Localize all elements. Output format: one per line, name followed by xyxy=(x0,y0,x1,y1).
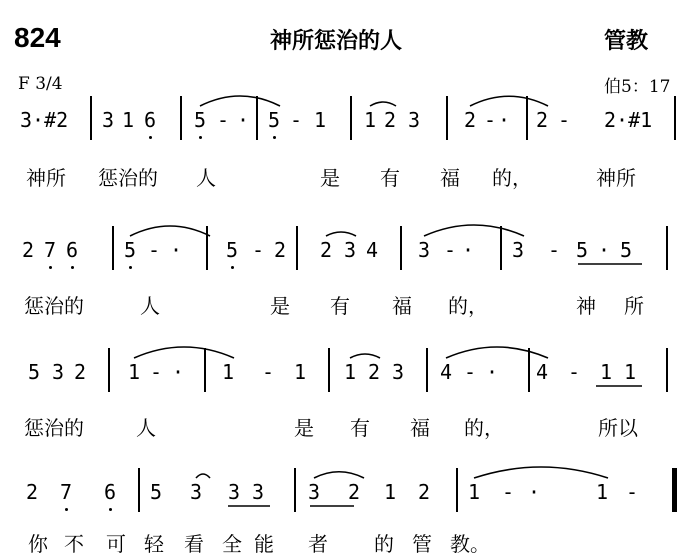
note: · xyxy=(172,360,185,384)
note: 3 xyxy=(344,238,357,262)
note: 5 xyxy=(150,480,163,504)
note: · xyxy=(486,360,499,384)
lyric: 人 xyxy=(136,416,156,440)
note: 2 xyxy=(22,238,35,262)
lyric: 是 xyxy=(270,294,290,318)
note: 5 xyxy=(226,238,239,262)
note: - xyxy=(262,360,275,384)
lyric: 不 xyxy=(64,532,84,556)
note: 1 xyxy=(122,108,135,132)
note: - xyxy=(548,238,561,262)
slur xyxy=(314,472,364,478)
lyric: 者 xyxy=(308,532,328,556)
hymn-category: 管教 xyxy=(604,29,649,54)
note: 3 xyxy=(190,480,203,504)
note: 2 xyxy=(536,108,549,132)
lyric: 有 xyxy=(380,166,400,190)
note: 3 xyxy=(308,480,321,504)
note: 1 xyxy=(314,108,327,132)
note: 6 xyxy=(66,238,79,262)
note: 1 xyxy=(364,108,377,132)
note: 2 xyxy=(74,360,87,384)
slur xyxy=(196,474,210,478)
note: - xyxy=(502,480,515,504)
lyric: 福 xyxy=(410,416,430,440)
note: 3 xyxy=(252,480,265,504)
note: 2 xyxy=(384,108,397,132)
note: - xyxy=(626,480,639,504)
lyric: 所 xyxy=(624,294,644,318)
note: · xyxy=(170,238,183,262)
note: · xyxy=(237,108,250,132)
note: 2 xyxy=(368,360,381,384)
note: 3 xyxy=(392,360,405,384)
note: - xyxy=(568,360,581,384)
note: · xyxy=(598,238,611,262)
note: 3 xyxy=(102,108,115,132)
lyric: 神所 xyxy=(26,166,66,190)
lyric: 的， xyxy=(448,294,488,318)
note: 7 xyxy=(60,480,73,504)
note: 1 xyxy=(344,360,357,384)
note: 5 xyxy=(268,108,281,132)
note: 1 xyxy=(222,360,235,384)
note: 6 xyxy=(144,108,157,132)
lyric: 轻 xyxy=(144,532,164,556)
lyric: 看 xyxy=(184,532,204,556)
note: 3 xyxy=(228,480,241,504)
hymn-title: 神所惩治的人 xyxy=(270,29,403,54)
lyric: 神所 xyxy=(596,166,636,190)
lyric: 可 xyxy=(106,532,126,556)
note: 3·#2 xyxy=(20,108,69,132)
lyric: 人 xyxy=(140,294,160,318)
note: 2 xyxy=(274,238,287,262)
note: - xyxy=(444,238,457,262)
note: 2 xyxy=(348,480,361,504)
lyric: 全 xyxy=(222,532,242,556)
lyric: 惩治的 xyxy=(98,166,158,190)
lyric: 是 xyxy=(294,416,314,440)
note: 5 xyxy=(124,238,137,262)
lyric: 福 xyxy=(392,294,412,318)
lyric: 所以 xyxy=(598,416,638,440)
note: 5 xyxy=(576,238,589,262)
note: 1 xyxy=(596,480,609,504)
note: - xyxy=(150,360,163,384)
lyric: 惩治的 xyxy=(24,294,84,318)
note: · xyxy=(462,238,475,262)
lyric: 管 xyxy=(412,532,432,556)
slur xyxy=(474,467,608,478)
scripture-reference: 伯5：17 xyxy=(604,77,671,97)
key-signature: F 3/4 xyxy=(18,74,63,94)
note: - xyxy=(217,108,230,132)
note: 1 xyxy=(294,360,307,384)
lyric: 的， xyxy=(492,166,532,190)
lyric: 教。 xyxy=(450,532,490,556)
lyric: 有 xyxy=(330,294,350,318)
lyric: 惩治的 xyxy=(24,416,84,440)
note: 2 xyxy=(418,480,431,504)
note: - xyxy=(290,108,303,132)
note: - xyxy=(484,108,497,132)
note: · xyxy=(498,108,511,132)
note: 3 xyxy=(418,238,431,262)
lyric: 福 xyxy=(440,166,460,190)
note: 2 xyxy=(26,480,39,504)
note: 4 xyxy=(366,238,379,262)
note: - xyxy=(558,108,571,132)
note: - xyxy=(252,238,265,262)
lyric: 的 xyxy=(374,532,394,556)
lyric: 有 xyxy=(350,416,370,440)
note: · xyxy=(528,480,541,504)
note: 5 xyxy=(620,238,633,262)
lyric: 能 xyxy=(254,532,274,556)
lyric: 你 xyxy=(28,532,48,556)
note: 1 xyxy=(128,360,141,384)
note: 3 xyxy=(52,360,65,384)
note: 2 xyxy=(320,238,333,262)
note: 3 xyxy=(512,238,525,262)
note: 5 xyxy=(28,360,41,384)
hymn-number: 824 xyxy=(14,22,61,53)
note: 4 xyxy=(440,360,453,384)
note: 6 xyxy=(104,480,117,504)
note: 5 xyxy=(194,108,207,132)
note: 1 xyxy=(468,480,481,504)
lyric: 神 xyxy=(576,294,596,318)
note: 2·#1 xyxy=(604,108,653,132)
note: 4 xyxy=(536,360,549,384)
note: 3 xyxy=(408,108,421,132)
note: 7 xyxy=(44,238,57,262)
note: - xyxy=(464,360,477,384)
lyric: 是 xyxy=(320,166,340,190)
note: 1 xyxy=(384,480,397,504)
note: - xyxy=(148,238,161,262)
note: 1 xyxy=(624,360,637,384)
note: 1 xyxy=(600,360,613,384)
lyric: 的， xyxy=(464,416,504,440)
note: 2 xyxy=(464,108,477,132)
lyric: 人 xyxy=(196,166,216,190)
